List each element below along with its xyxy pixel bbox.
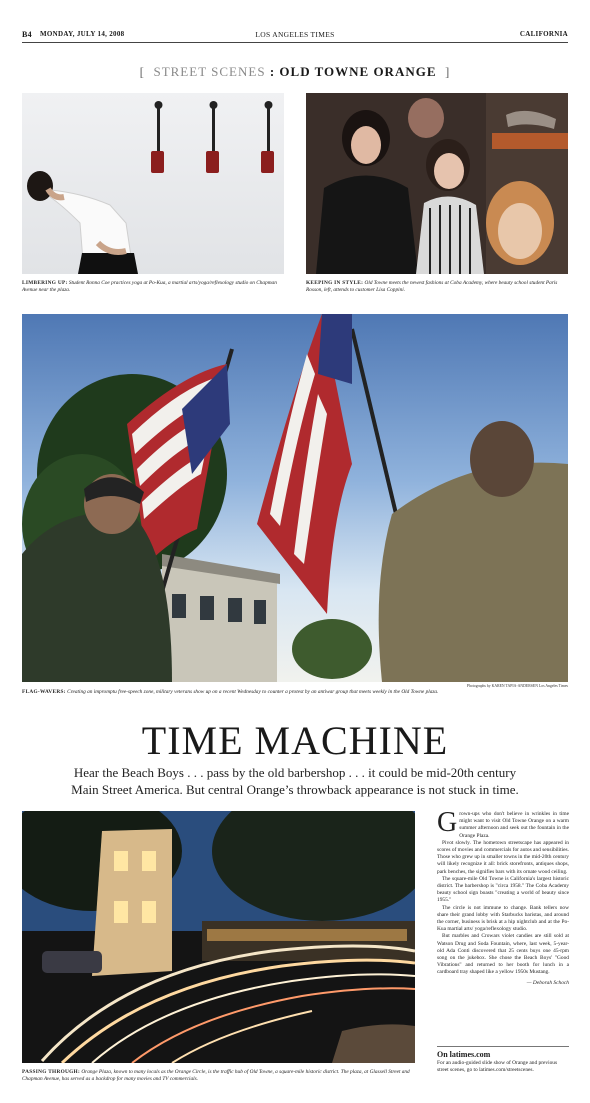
photo-credit: Photographs by KAREN TAPIA-ANDERSEN Los Angeles Times	[466, 684, 568, 688]
story-paragraph-5: But marbles and Crowars violet candies are still sold at Watson Drug and Soda Fountain, where, last week, 5-year-old Ada Conti discovered that 25 cents buys one 45-rpm song on the jukebox. She chose the Beach Boys' "Good Vibrations" and returned to her booth for lunch in a cardboard tray shaped like a yellow 1950s Mustang.	[437, 933, 569, 976]
dek-line-1: Hear the Beach Boys . . . pass by the old barbershop . . . it could be mid-20th century	[73, 765, 517, 780]
story-paragraph-2: Pivot slowly. The hometown streetscape has appeared in scores of movies and commercials for autos and sensibilities. Those who grew up in smaller towns in the mid-20th century will likely recognize it all: brick storefronts, antiques shops, park benches, the signifies bars with its ornate wood ceiling.	[437, 839, 569, 875]
circle-caption-label: PASSING THROUGH:	[22, 1069, 81, 1075]
salon-caption-text: Old Towne meets the newest fashions at Coba Academy, where beauty school student Paris Rosson, left, attends to customer Lisa Coppini.	[306, 280, 558, 293]
flags-caption-text: Creating an impromptu free-speech zone, military veterans show up on a recent Wednesday to counter a protest by an antiwar group that meets weekly in the Old Towne plaza.	[67, 689, 439, 695]
flags-caption	[22, 689, 568, 696]
issue-date: MONDAY, JULY 14, 2008	[40, 30, 125, 38]
salon-caption-label: KEEPING IN STYLE:	[306, 280, 364, 286]
headline: TIME MACHINE	[141, 718, 449, 763]
section-name: CALIFORNIA	[519, 30, 568, 38]
page-header	[22, 30, 568, 42]
salon-photo	[306, 93, 568, 274]
dek	[60, 764, 530, 798]
header-rule	[22, 42, 568, 43]
kicker-bracket-right: ]	[445, 64, 451, 79]
yoga-caption-text: Student Ronna Coe practices yoga at Po-Kua, a martial arts/yoga/reflexology studio on Chapman Avenue near the plaza.	[22, 280, 277, 293]
story-column	[437, 807, 569, 987]
online-heading: On latimes.com	[437, 1050, 491, 1059]
circle-caption	[22, 1069, 415, 1083]
online-rule	[437, 1046, 569, 1047]
flags-photo	[22, 314, 568, 682]
kicker-label: STREET SCENES	[153, 64, 266, 79]
kicker-separator: :	[269, 64, 276, 79]
drop-cap: G	[437, 807, 458, 838]
paper-name: LOS ANGELES TIMES	[255, 30, 335, 39]
section-kicker	[0, 64, 590, 80]
circle-caption-text: Orange Plaza, known to many locals as the Orange Circle, is the traffic hub of Old Towne, a square-mile historic district. The plaza, at Glassell Street and Chapman Avenue, has served as a backdrop for many movies and TV commercials.	[22, 1069, 410, 1082]
online-link-text[interactable]: For an audio-guided slide show of Orange and previous street scenes, go to latimes.com/streetscenes.	[437, 1060, 558, 1074]
yoga-caption	[22, 280, 284, 294]
flags-caption-label: FLAG-WAVERS:	[22, 689, 66, 695]
yoga-photo	[22, 93, 284, 274]
yoga-caption-label: LIMBERING UP:	[22, 280, 68, 286]
page-number: B4	[22, 30, 32, 39]
kicker-title: OLD TOWNE ORANGE	[279, 64, 437, 79]
story-paragraph-3: The square-mile Old Towne is California's largest historic district. The barbershop is "circa 1958." The Coba Academy beauty school sign boasts "creating a world of beauty since 1955."	[437, 875, 569, 904]
dek-line-2: Main Street America. But central Orange’s throwback appearance is not stuck in time.	[71, 782, 519, 797]
byline: — Deborah Schoch	[526, 979, 569, 986]
story-paragraph-1: rown-ups who don't believe in wrinkles in time might want to visit Old Towne Orange on a warm summer afternoon and seek out the fountain in the Orange Plaza.	[459, 811, 569, 839]
kicker-bracket-left: [	[139, 64, 145, 79]
story-paragraph-4: The circle is not immune to change. Bank tellers now share their grand lobby with Starbucks baristas, and around the corner, business is brisk at a hip nightclub and at the Po-Kua martial arts/ yoga/reflexology studio.	[437, 904, 569, 933]
circle-photo	[22, 811, 415, 1063]
salon-caption	[306, 280, 568, 294]
